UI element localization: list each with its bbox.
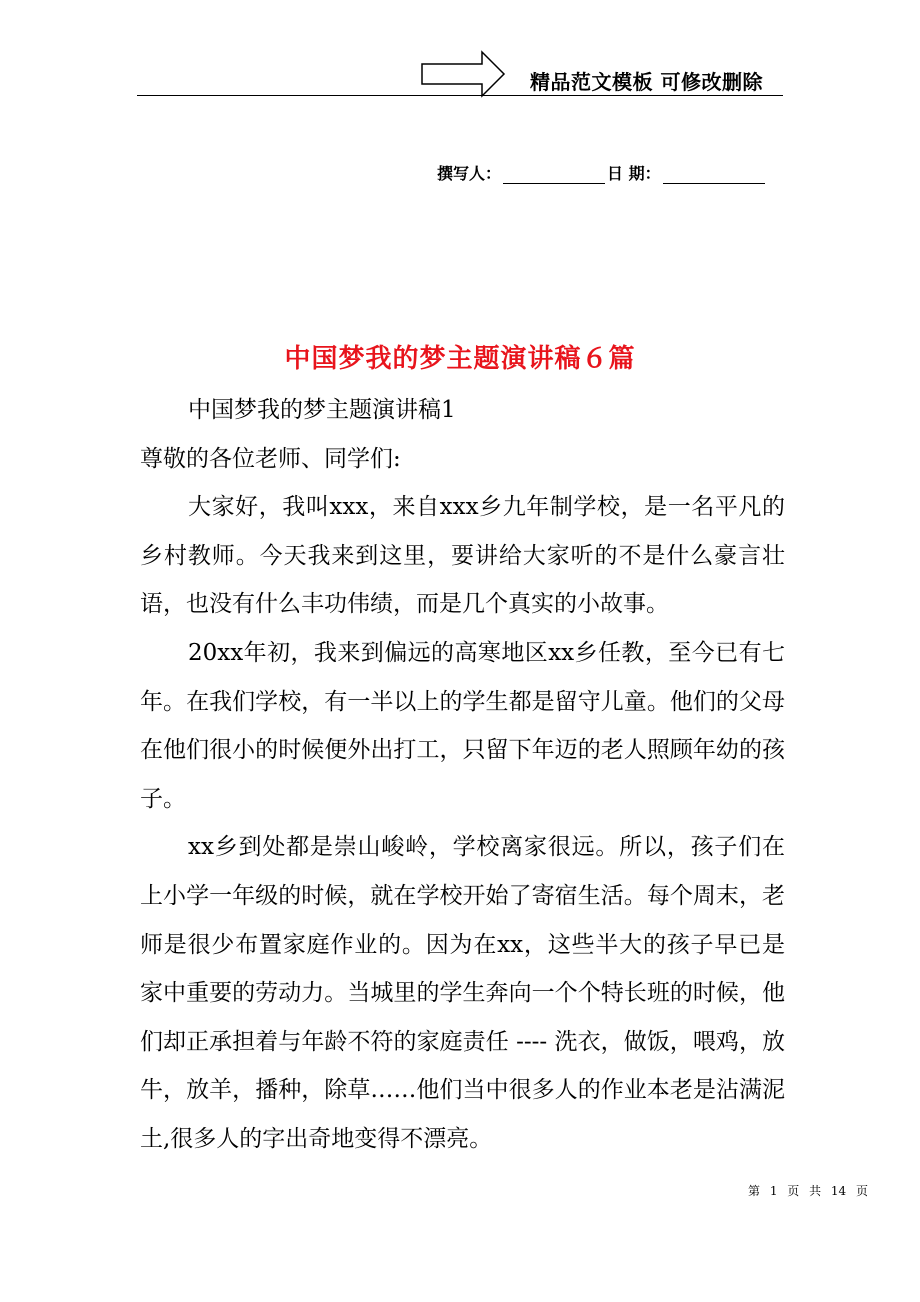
date-label: 日 期： <box>607 164 661 183</box>
paragraph: 20xx年初，我来到偏远的高寒地区xx乡任教，至今已有七年。在我们学校，有一半以上的学生都是留守儿童。他们的父母在他们很小的时候便外出打工，只留下年迈的老人照顾年幼的孩子。 <box>140 639 785 812</box>
document-title: 中国梦我的梦主题演讲稿６篇 <box>284 344 636 374</box>
paragraph: xx乡到处都是崇山峻岭，学校离家很远。所以，孩子们在上小学一年级的时候，就在学校开始了寄宿生活。每个周末，老师是很少布置家庭作业的。因为在xx，这些半大的孩子早已是家中重要的劳动力。当城里的学生奔向一个个特长班的时候，他们却正承担着与年龄不符的家庭责任 ---- 洗衣，做饭，喂鸡，放牛，放羊，播种，除草……他们当中很多人的作业本老是沾满泥土,很多人的字出奇地变得不漂亮。 <box>140 834 785 1152</box>
page-number: 第 1 页 共 14 页 <box>748 1184 868 1198</box>
date-blank[interactable] <box>663 165 765 184</box>
author-date-line <box>437 161 767 184</box>
author-blank[interactable] <box>503 165 605 184</box>
author-label: 撰写人： <box>437 164 502 183</box>
paragraph: 大家好，我叫xxx，来自xxx乡九年制学校，是一名平凡的乡村教师。今天我来到这里，要讲给大家听的不是什么豪言壮语，也没有什么丰功伟绩，而是几个真实的小故事。 <box>140 494 785 618</box>
template-banner: 精品范文模板 可修改删除 <box>530 70 763 94</box>
arrow-icon <box>420 50 506 98</box>
salutation: 尊敬的各位老师、同学们: <box>140 445 401 472</box>
section-heading: 中国梦我的梦主题演讲稿1 <box>188 397 456 423</box>
document-body <box>140 386 785 1164</box>
header-divider <box>137 95 783 96</box>
